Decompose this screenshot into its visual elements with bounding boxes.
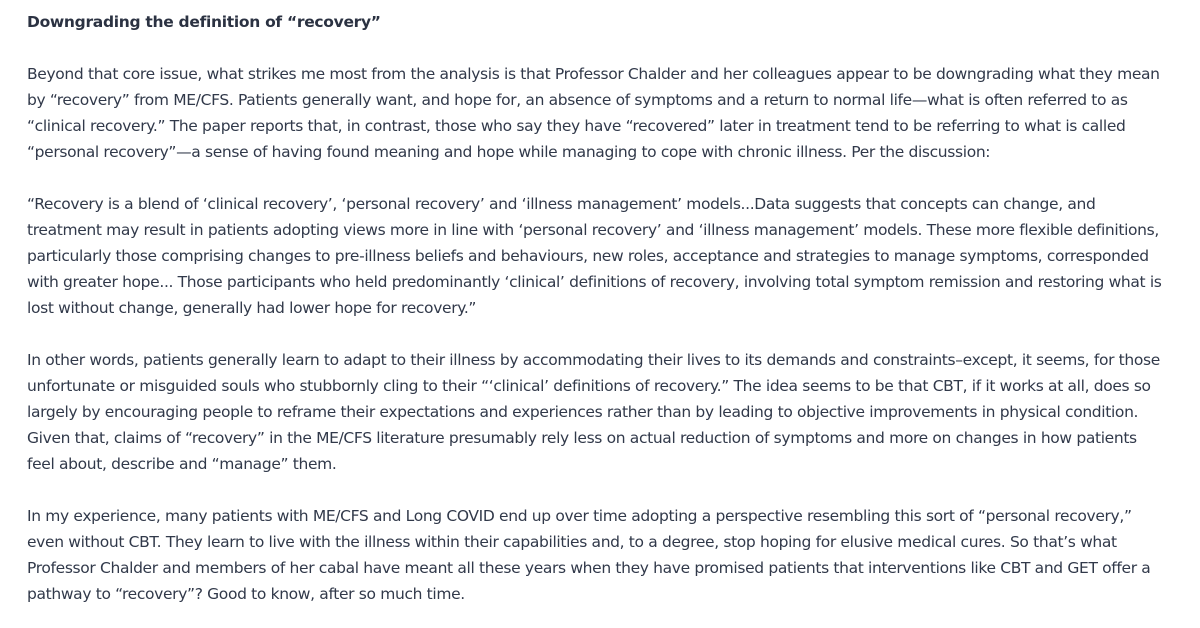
paragraph-intro: Beyond that core issue, what strikes me most from the analysis is that Professor Chalder and her colleagues appear to be downgrading what they mean by “recovery” from ME/CFS. Patients generally want, and hope for, an absence of symptoms and a return to normal life—what is often referred to as “clinical recovery.” The paper reports that, in contrast, those who say they have “recovered” later in treatment tend to be referring to what is called “personal recovery”—a sense of having found meaning and hope while managing to cope with chronic illness. Per the discussion: (27, 65, 1160, 161)
paragraph-quote: “Recovery is a blend of ‘clinical recovery’, ‘personal recovery’ and ‘illness management’ models...Data suggests that concepts can change, and treatment may result in patients adopting views more in line with ‘personal recovery’ and ‘illness management’ models. These more flexible definitions, particularly those comprising changes to pre-illness beliefs and behaviours, new roles, acceptance and strategies to manage symptoms, corresponded with greater hope... Those participants who held predominantly ‘clinical’ definitions of recovery, involving total symptom remission and restoring what is lost without change, generally had lower hope for recovery.” (27, 195, 1162, 317)
paragraph-experience: In my experience, many patients with ME/CFS and Long COVID end up over time adopting a perspective resembling this sort of “personal recovery,” even without CBT. They learn to live with the illness within their capabilities and, to a degree, stop hoping for elusive medical cures. So that’s what Professor Chalder and members of her cabal have meant all these years when they have promised patients that interventions like CBT and GET offer a pathway to “recovery”? Good to know, after so much time. (27, 507, 1151, 603)
section-heading: Downgrading the definition of “recovery” (27, 13, 381, 31)
paragraph-other-words: In other words, patients generally learn to adapt to their illness by accommodating their lives to its demands and constraints–except, it seems, for those unfortunate or misguided souls who stubbornly cling to their “‘clinical’ definitions of recovery.” The idea seems to be that CBT, if it works at all, does so largely by encouraging people to reframe their expectations and experiences rather than by leading to objective improvements in physical condition. Given that, claims of “recovery” in the ME/CFS literature presumably rely less on actual reduction of symptoms and more on changes in how patients feel about, describe and “manage” them. (27, 351, 1160, 473)
